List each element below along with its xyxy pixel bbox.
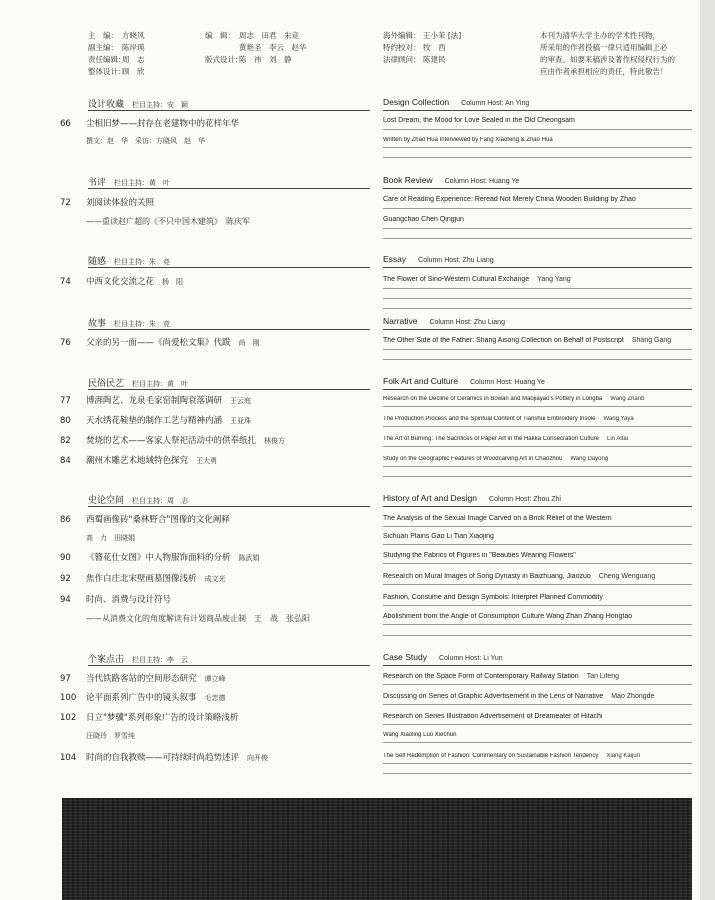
entry-rule: [383, 208, 692, 209]
masthead-editors: [88, 30, 145, 78]
section-title-en: Narrative Column Host: Zhu Liang: [383, 316, 505, 326]
entry-subtitle: ——重读赵广超的《不只中国木建筑》 陈庆军: [86, 217, 250, 226]
notice-line: 的审查。如要来稿涉及著作权侵权行为的: [540, 55, 675, 64]
entry-credits: 高 力 田晓娟: [86, 534, 135, 542]
entry-rule: [383, 147, 692, 148]
entry-rule: [383, 724, 692, 725]
masthead-notice: [540, 30, 692, 78]
section-title-cn: 故事 栏目主持：朱 竞: [88, 319, 171, 329]
masthead-advisors: [383, 30, 461, 66]
entry-rule: [383, 446, 692, 447]
section-rule: [88, 267, 370, 268]
entry-rule: [383, 605, 692, 606]
entry-rule: [383, 773, 692, 774]
notice-line: 应由作者承担相应的责任，特此敬告！: [540, 67, 668, 76]
entry-credits-en: Wang Xiaoling Luo Xiechun: [383, 732, 457, 738]
entry-subtitle-en: Abolishment from the Angle of Consumption Culture Wang Zhan Zhang Hongtao: [383, 613, 633, 620]
section-rule: [383, 329, 692, 330]
section-title-cn: 设计收藏 栏目主持：安 颖: [88, 100, 189, 110]
toc-entry-en: The Other Side of the Father: Shang Aisong Collection on Behalf of Postscript Shang Gang: [383, 337, 672, 344]
entry-rule: [383, 635, 692, 636]
toc-entry-link[interactable]: 84 潮州木雕艺术地域特色探究 王大勇: [60, 456, 218, 466]
entry-rule: [383, 684, 692, 685]
section-rule: [88, 188, 370, 189]
section-title-en: Essay Column Host: Zhu Liang: [383, 254, 494, 264]
entry-credits: 撰文：赵 华 采访：方晓风 赵 华: [86, 137, 205, 145]
entry-rule: [383, 426, 692, 427]
toc-entry-link[interactable]: 66 尘相旧梦——封存在老建物中的花样年华: [60, 119, 240, 129]
section-rule: [88, 329, 370, 330]
toc-entry-en: Research on the Space Form of Contemporary Railway Station Tan Lifeng: [383, 673, 620, 680]
toc-entry-en: Study on the Geographic Features of Woodcarving Art in Chaozhou Wang Dayong: [383, 456, 609, 462]
entry-rule: [383, 349, 692, 350]
toc-entry-en: Lost Dream, the Mood for Love Sealed in the Old Cheongsam: [383, 117, 575, 124]
toc-entry-link[interactable]: 77 博湃陶艺、龙泉毛家窑制陶衰落调研 王云庭: [60, 396, 252, 406]
section-title-en: Design Collection Column Host: An Ying: [383, 97, 530, 107]
entry-subtitle: ——从消费文化的角度解读有计划商品废止制 王 战 张弘阳: [86, 614, 310, 623]
section-rule: [88, 389, 370, 390]
entry-rule: [383, 763, 692, 764]
section-title-en: Case Study Column Host: Li Yun: [383, 652, 503, 662]
section-rule: [383, 110, 692, 111]
entry-rule: [383, 624, 692, 625]
toc-entry-en: Research on the Decline of Ceramics in Bowan and Maojiayao's Pottery in Longba Wang Zhanb: [383, 396, 645, 402]
entry-rule: [383, 238, 692, 239]
page-edge: [700, 0, 715, 900]
toc-entry-en: Studying the Fabrics of Figures in "Beauties Wearing Flowers": [383, 552, 576, 559]
toc-entry-en: Research on Mural Images of Song Dynasty in Baizhuang, Jiaozuo Cheng Wenguang: [383, 573, 656, 580]
section-title-cn: 民俗民艺 栏目主持：黄 叶: [88, 379, 189, 389]
section-title-en: Book Review Column Host: Huang Ye: [383, 175, 520, 185]
section-rule: [88, 110, 370, 111]
masthead-row: 编 辑： 周志 田君 朱竞: [205, 31, 299, 40]
entry-rule: [383, 228, 692, 229]
toc-entry-en: The Production Process and the Spiritual Content of Tianshui Embroidery Insole Wang Yaya: [383, 416, 634, 422]
notice-line: 所采用的作者投稿一律只适用编辑上必: [540, 43, 668, 52]
section-rule: [88, 665, 370, 666]
toc-entry-link[interactable]: 72 刘阅读体验的关照: [60, 198, 155, 208]
entry-credits-en: Sichuan Plains Gao Li Tian Xiaojing: [383, 533, 494, 540]
toc-entry-link[interactable]: 100 论平面系列广告中的镜头叙事 毛忠德: [60, 693, 226, 703]
entry-credits-en: Written by Zhao Hua Interviewed by Fang Xiaofeng & Zhao Hua: [383, 137, 553, 143]
toc-entry-link[interactable]: 82 焚烧的艺术——客家人祭祀活动中的供奉纸扎 林俊方: [60, 436, 286, 446]
entry-rule: [383, 584, 692, 585]
masthead-row: 整体设计：顾 欣: [88, 67, 145, 76]
masthead-staff: [205, 30, 307, 66]
entry-rule: [383, 704, 692, 705]
section-rule: [383, 267, 692, 268]
entry-rule: [383, 129, 692, 130]
entry-credits: 汪晓玲 罗雪纯: [86, 732, 135, 740]
toc-entry-link[interactable]: 102 日立"梦骥"系列形象广告的设计策略浅析: [60, 713, 239, 723]
entry-rule: [383, 308, 692, 309]
toc-entry-link[interactable]: 90 《簪花仕女图》中人物服饰面料的分析 陈武娟: [60, 553, 260, 563]
masthead-row: 法律顾问： 陈建民: [383, 55, 446, 64]
entry-subtitle-en: Guangchao Chen Qingjun: [383, 216, 464, 223]
toc-entry-link[interactable]: 94 时尚、消费与设计符号: [60, 595, 172, 605]
toc-entry-en: Fashion, Consume and Design Symbols: Interpret Planned Commodity: [383, 594, 603, 601]
toc-entry-en: Care of Reading Experience: Reread Not Merely China Wooden Building by Zhao: [383, 196, 636, 203]
masthead-row: 特约校对： 牧 西: [383, 43, 446, 52]
toc-entry-link[interactable]: 86 西蜀画像砖"桑林野合"图像的文化阐释: [60, 515, 230, 525]
section-rule: [383, 188, 692, 189]
entry-rule: [383, 742, 692, 743]
toc-entry-link[interactable]: 80 天水绣花鞋垫的制作工艺与精神内涵 王亚珠: [60, 416, 252, 426]
section-rule: [383, 389, 692, 390]
section-title-cn: 书评 栏目主持：黄 叶: [88, 178, 171, 188]
toc-entry-link[interactable]: 76 父亲的另一面——《尚爱松文集》代跋 尚 刚: [60, 338, 260, 348]
masthead-row: 主 编： 方晓风: [88, 31, 145, 40]
entry-rule: [383, 476, 692, 477]
entry-rule: [383, 406, 692, 407]
entry-rule: [383, 466, 692, 467]
toc-entry-en: The Art of Burning: The Sacrifices of Paper Art in the Hakka Consecration Culture Lin Altai: [383, 436, 629, 442]
notice-line: 本刊为清华大学主办的学术性刊物，: [540, 31, 660, 40]
masthead-row: 海外编辑： 王小茉 [法]: [383, 31, 462, 40]
entry-rule: [383, 359, 692, 360]
masthead-row: 版式设计：陈 祎 刘 静: [205, 55, 292, 64]
entry-rule: [383, 544, 692, 545]
section-rule: [383, 665, 692, 666]
toc-entry-en: The Analysis of the Sexual Image Carved on a Brick Relief of the Western: [383, 515, 612, 522]
toc-entry-link[interactable]: 92 焦作白庄北宋壁画墓图像浅析 成文光: [60, 574, 226, 584]
entry-rule: [383, 563, 692, 564]
toc-entry-en: Discussing on Series of Graphic Advertisement in the Lens of Narrative Mao Zhongde: [383, 693, 655, 700]
dark-image-band: [62, 798, 692, 900]
entry-rule: [383, 157, 692, 158]
toc-entry-link[interactable]: 74 中西文化交流之花 杨 阳: [60, 277, 184, 287]
section-title-cn: 个案点击 栏目主持：李 云: [88, 655, 189, 665]
entry-rule: [383, 526, 692, 527]
masthead-row: 黄艳圣 李云 赵华: [239, 43, 307, 52]
masthead-row: 责任编辑：周 志: [88, 55, 145, 64]
section-rule: [383, 506, 692, 507]
section-title-en: Folk Art and Culture Column Host: Huang Ye: [383, 376, 545, 386]
toc-entry-en: The Self Redemption of Fashion: Commentary on Sustainable Fashion Tendency Xiang Kaijun: [383, 753, 641, 759]
entry-rule: [383, 298, 692, 299]
entry-rule: [383, 288, 692, 289]
section-title-cn: 史论空间 栏目主持：周 志: [88, 496, 189, 506]
section-rule: [88, 506, 370, 507]
toc-entry-link[interactable]: 97 当代铁路客站的空间形态研究 谭立峰: [60, 674, 226, 684]
toc-entry-en: Research on Series Illustration Advertisement of Dreameater of Hitachi: [383, 713, 603, 720]
toc-entry-en: The Flower of Sino-Western Cultural Exchange Yang Yang: [383, 276, 571, 283]
section-title-en: History of Art and Design Column Host: Zhou Zhi: [383, 493, 561, 503]
section-title-cn: 随感 栏目主持：朱 竞: [88, 257, 171, 267]
toc-entry-link[interactable]: 104 时尚的自我救赎——可持续时尚趋势述评 向开俊: [60, 753, 269, 763]
masthead-row: 副主编： 陈岸瑛: [88, 43, 145, 52]
